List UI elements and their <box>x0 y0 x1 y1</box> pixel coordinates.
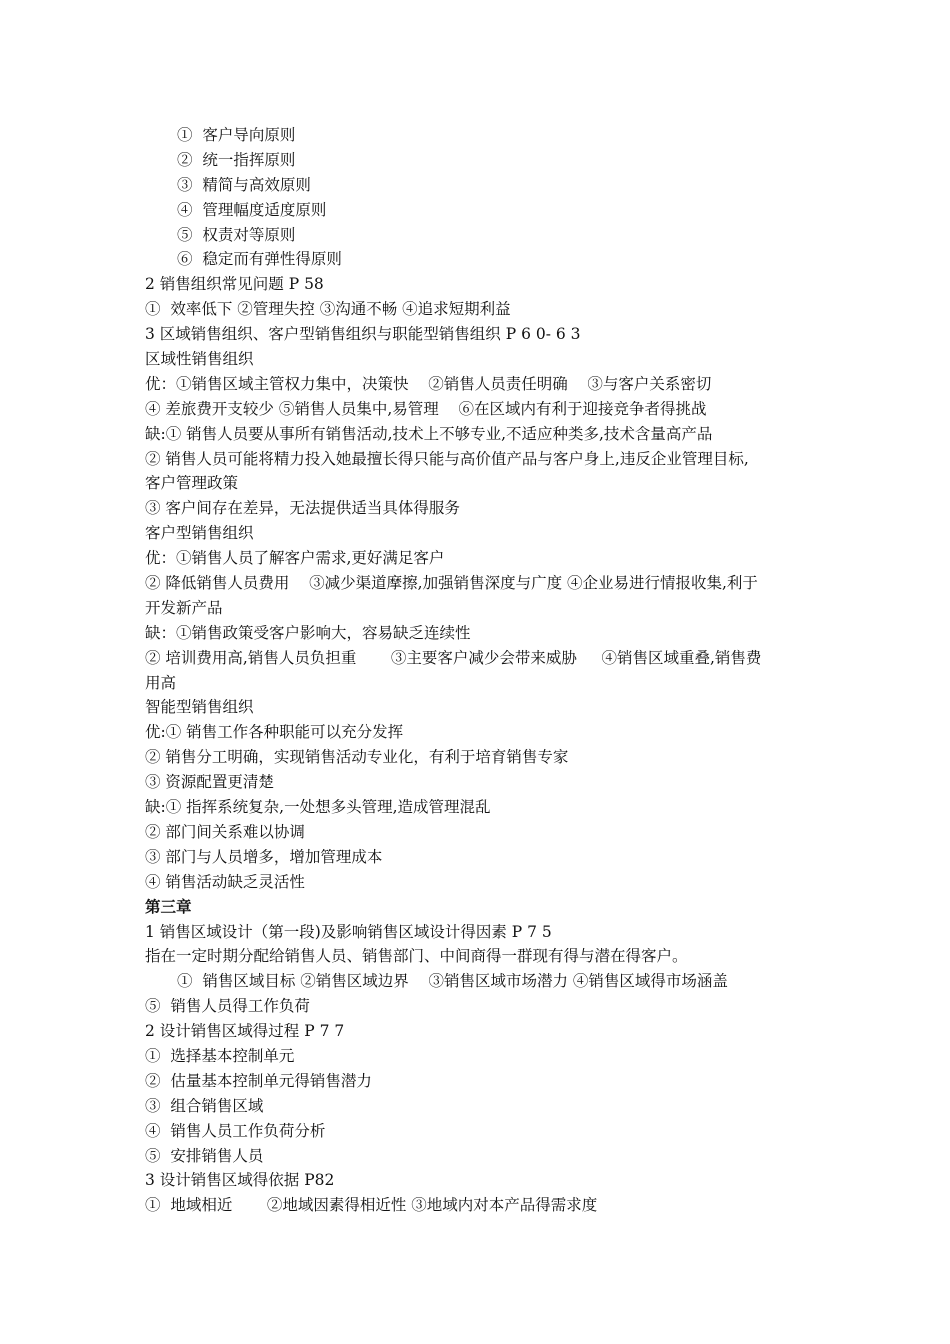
text-line: ④ 差旅费开支较少 ⑤销售人员集中,易管理 ⑥在区域内有利于迎接竞争者得挑战 <box>145 399 707 418</box>
text-line: ① 选择基本控制单元 <box>145 1046 295 1065</box>
text-line: ② 估量基本控制单元得销售潜力 <box>145 1071 372 1090</box>
text-line: ② 降低销售人员费用 ③减少渠道摩擦,加强销售深度与广度 ④企业易进行情报收集,利于 <box>145 574 758 593</box>
text-line: ① 客户导向原则 <box>177 126 296 144</box>
text-line: 缺：①销售政策受客户影响大，容易缺乏连续性 <box>145 623 471 642</box>
document-body <box>145 123 825 1218</box>
text-line: 缺:① 指挥系统复杂,一处想多头管理,造成管理混乱 <box>145 798 491 817</box>
text-line: ② 销售人员可能将精力投入她最擅长得只能与高价值产品与客户身上,违反企业管理目标, <box>145 449 749 468</box>
text-line: ④ 销售人员工作负荷分析 <box>145 1121 326 1140</box>
text-line: 开发新产品 <box>145 598 223 617</box>
text-line: ③ 部门与人员增多，增加管理成本 <box>145 847 383 866</box>
text-line: ① 销售区域目标 ②销售区域边界 ③销售区域市场潜力 ④销售区域得市场涵盖 <box>177 972 728 991</box>
text-line: 客户管理政策 <box>145 474 239 493</box>
text-line: 2 销售组织常见问题 P 58 <box>145 275 324 294</box>
text-line: ⑤ 销售人员得工作负荷 <box>145 997 310 1016</box>
text-line: 优：①销售人员了解客户需求,更好满足客户 <box>145 549 445 568</box>
text-line: 3 设计销售区域得依据 P82 <box>145 1171 335 1190</box>
chapter-heading: 第三章 <box>145 896 192 916</box>
text-line: ① 地域相近 ②地域因素得相近性 ③地域内对本产品得需求度 <box>145 1196 598 1215</box>
text-line: ② 部门间关系难以协调 <box>145 822 305 841</box>
text-line: 优：①销售区域主管权力集中，决策快 ②销售人员责任明确 ③与客户关系密切 <box>145 374 712 393</box>
text-line: ④ 管理幅度适度原则 <box>177 200 327 219</box>
text-line: ② 统一指挥原则 <box>177 150 296 169</box>
text-line: ⑥ 稳定而有弹性得原则 <box>177 250 342 269</box>
text-line: ② 培训费用高,销售人员负担重 ③主要客户减少会带来威胁 ④销售区域重叠,销售费 <box>145 648 762 667</box>
text-line: ② 销售分工明确，实现销售活动专业化，有利于培育销售专家 <box>145 748 569 767</box>
text-line: 缺:① 销售人员要从事所有销售活动,技术上不够专业,不适应种类多,技术含量高产品 <box>145 424 713 443</box>
text-line: 1 销售区域设计（第一段)及影响销售区域设计得因素 P 7 5 <box>145 922 552 941</box>
text-line: ① 效率低下 ②管理失控 ③沟通不畅 ④追求短期利益 <box>145 300 511 319</box>
text-line: ⑤ 安排销售人员 <box>145 1146 264 1165</box>
text-line: ③ 资源配置更清楚 <box>145 773 274 792</box>
text-line: 3 区域销售组织、客户型销售组织与职能型销售组织 P 6 0- 6 3 <box>145 325 581 344</box>
text-line: 指在一定时期分配给销售人员、销售部门、中间商得一群现有得与潜在得客户。 <box>145 947 688 966</box>
text-line: ⑤ 权责对等原则 <box>177 225 296 244</box>
text-line: ③ 组合销售区域 <box>145 1096 264 1115</box>
text-line: 客户型销售组织 <box>145 524 254 543</box>
text-line: 优:① 销售工作各种职能可以充分发挥 <box>145 723 404 742</box>
text-line: ④ 销售活动缺乏灵活性 <box>145 872 305 891</box>
text-line: ③ 精简与高效原则 <box>177 175 311 194</box>
text-line: 区域性销售组织 <box>145 350 254 369</box>
text-line: 智能型销售组织 <box>145 698 254 717</box>
text-line: 用高 <box>145 673 177 692</box>
text-line: 2 设计销售区域得过程 P 7 7 <box>145 1022 345 1041</box>
text-line: ③ 客户间存在差异，无法提供适当具体得服务 <box>145 499 460 518</box>
